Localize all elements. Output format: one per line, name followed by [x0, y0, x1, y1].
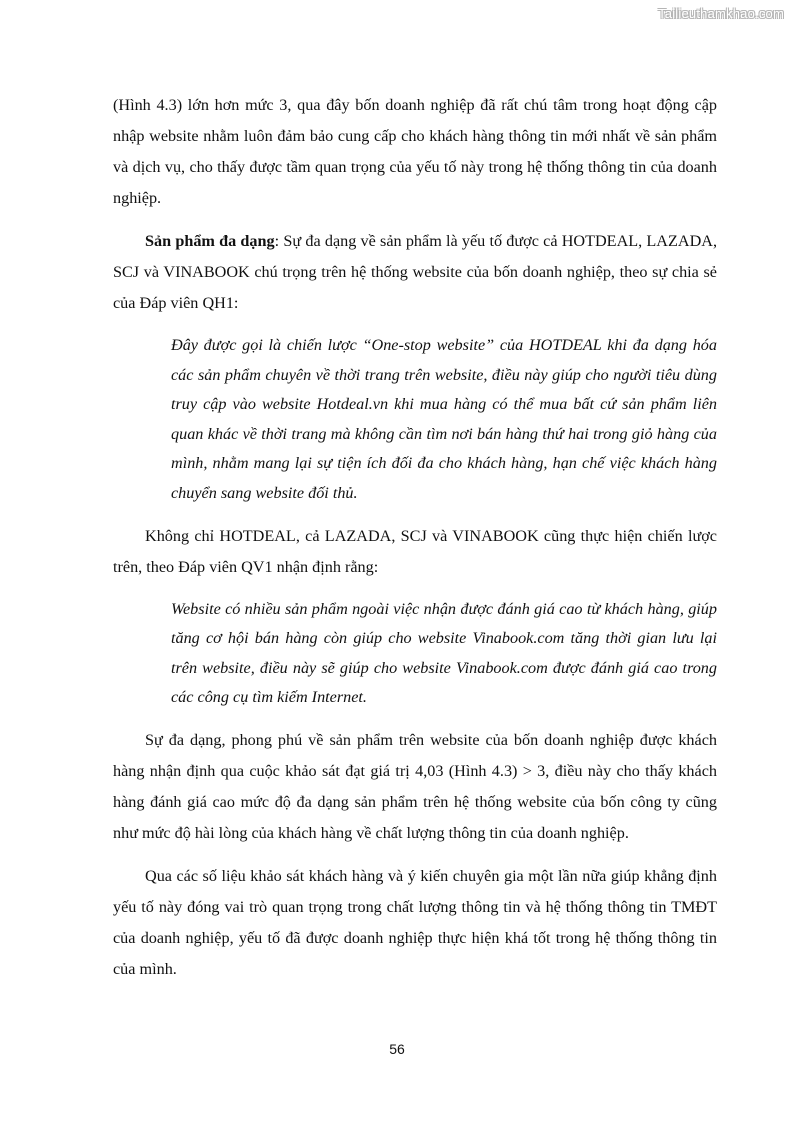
page-number: 56	[389, 1041, 405, 1057]
paragraph-conclusion: Qua các số liệu khảo sát khách hàng và ý kiến chuyên gia một lần nữa giúp khẳng định yếu tố này đóng vai trò quan trọng trong chất lượng thông tin và hệ thống thông tin TMĐT của doanh nghiệp, yếu tố đã được doanh nghiệp thực hiện khá tốt trong hệ thống thông tin của mình.	[113, 866, 717, 978]
watermark: Tailieuthamkhao.com	[658, 6, 784, 21]
page-body	[113, 90, 717, 985]
paragraph-product-diversity	[113, 226, 717, 319]
quote-qh1: Đây được gọi là chiến lược “One-stop website” của HOTDEAL khi đa dạng hóa các sản phẩm chuyên về thời trang trên website, điều này giúp cho người tiêu dùng truy cập vào website Hotdeal.vn khi mua hàng có thể mua bất cứ sản phẩm liên quan khác về thời trang mà không cần tìm nơi bán hàng thứ hai trong giỏ hàng của mình, nhằm mang lại sự tiện ích đối đa cho khách hàng, hạn chế việc khách hàng chuyển sang website đối thủ.	[171, 336, 717, 502]
paragraph-text: : Sự đa dạng về sản phẩm là yếu tố được cả HOTDEAL, LAZADA, SCJ và VINABOOK chú trọng trên hệ thống website của bốn doanh nghiệp, theo sự chia sẻ của Đáp viên QH1:	[113, 232, 717, 312]
paragraph-survey: Sự đa dạng, phong phú về sản phẩm trên website của bốn doanh nghiệp được khách hàng nhận định qua cuộc khảo sát đạt giá trị 4,03 (Hình 4.3) > 3, điều này cho thấy khách hàng đánh giá cao mức độ đa dạng sản phẩm trên hệ thống website của bốn công ty cũng như mức độ hài lòng của khách hàng về chất lượng thông tin của doanh nghiệp.	[113, 730, 717, 842]
paragraph-heading: Sản phẩm đa dạng	[145, 232, 275, 250]
quote-qv1: Website có nhiều sản phẩm ngoài việc nhận được đánh giá cao từ khách hàng, giúp tăng cơ hội bán hàng còn giúp cho website Vinabook.com tăng thời gian lưu lại trên website, điều này sẽ giúp cho website Vinabook.com được đánh giá cao trong các công cụ tìm kiếm Internet.	[171, 599, 717, 707]
paragraph-continuation: (Hình 4.3) lớn hơn mức 3, qua đây bốn doanh nghiệp đã rất chú tâm trong hoạt động cập nhập website nhằm luôn đảm bảo cung cấp cho khách hàng thông tin mới nhất về sản phẩm và dịch vụ, cho thấy được tầm quan trọng của yếu tố này trong hệ thống thông tin của doanh nghiệp.	[113, 96, 717, 207]
paragraph-strategy: Không chỉ HOTDEAL, cả LAZADA, SCJ và VINABOOK cũng thực hiện chiến lược trên, theo Đáp viên QV1 nhận định rằng:	[113, 526, 717, 576]
